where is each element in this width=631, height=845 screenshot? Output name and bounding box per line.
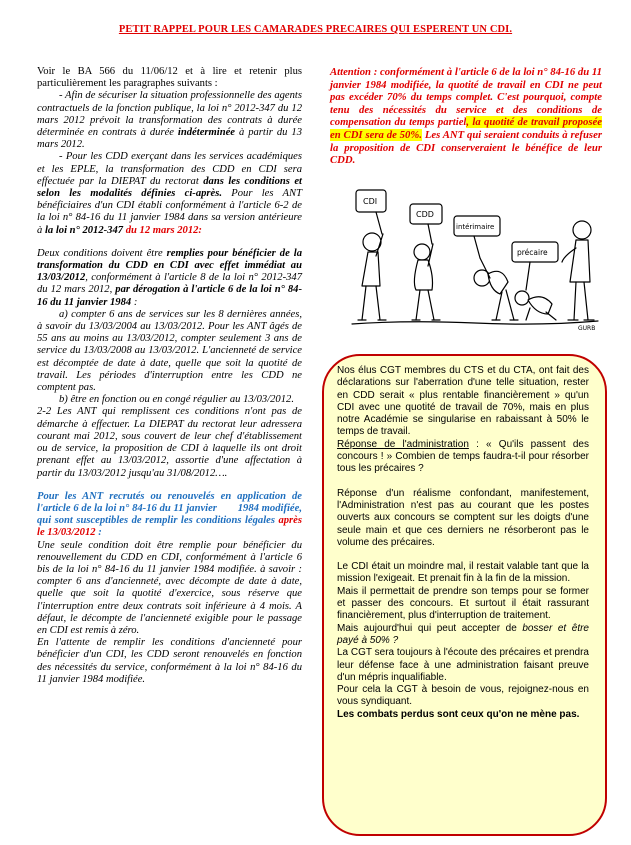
- box-paragraph-aujourdhui: Mais aujourd'hui qui peut accepter de bosser et être payé à 50% ?: [337, 622, 589, 646]
- box-paragraph-elus: Nos élus CGT membres du CTS et du CTA, ont fait des déclarations sur l'aberration d'une telle situation, rester en CDD serait « plus rentable financièrement » qu'un CDI avec une quotité de travail de 70%, mais en plus notre Académie se singularise en rabaissant à 50% le temps de travail.: [337, 365, 589, 438]
- attention-note: Attention : conformément à l'article 6 de la loi n° 84-16 du 11 janvier 1984 modifiée, la quotité de travail en CDI ne peut pas excéder 70% du temps complet. C'est pourquoi, compte tenu des nécessités du service et des conditions de compensation du temps partiel, la quotité de travail proposée en CDI sera de 50%. Les ANT qui seraient conduits à refuser la proposition de CDI conserveraient le bénéfice de leur CDD.: [330, 66, 602, 167]
- cartoon-signature: GURB: [578, 325, 596, 332]
- intro-paragraph: Voir le BA 566 du 11/06/12 et à lire et retenir plus particulièrement les paragraphes suivants :: [37, 66, 302, 90]
- cgt-message-box: [322, 354, 607, 836]
- sign-cdi: CDI: [363, 197, 378, 206]
- paragraph-securiser: - Afin de sécuriser la situation professionnelle des agents contractuels de la fonction publique, la loi n° 2012-347 du 12 mars 2012 prévoit la transformation des contrats à durée déterminée en contrats à durée indéterminée à partir du 13 mars 2012.: [37, 90, 302, 151]
- page-title: PETIT RAPPEL POUR LES CAMARADES PRECAIRES QUI ESPERENT UN CDI.: [118, 24, 513, 35]
- paragraph-condition-b: b) être en fonction ou en congé régulier au 13/03/2012.: [59, 394, 294, 406]
- box-paragraph-cdi-moindre-mal: Le CDI était un moindre mal, il restait valable tant que la mission l'exigeait. Et prenait fin à la fin de la mission.: [337, 561, 589, 585]
- box-paragraph-realisme: Réponse d'un réalisme confondant, manifestement, l'Administration n'est pas au courant que les postes ouverts aux concours se comptent sur les doigts d'une seule main et que ces derniers ne résorberont pas le volume des précaires.: [337, 487, 589, 548]
- paragraph-cdd-services: - Pour les CDD exerçant dans les services académiques et les EPLE, la transformation des CDD en CDI sera effectuée par la DIEPAT du rectorat dans les conditions et selon les modalités définies ci-après. Pour les ANT bénéficiaires d'un CDI établi conformément à l'article 6-2 de la loi n° 84-16 du 11 janvier 1984 dans sa version antérieure à la loi n° 2012-347 du 12 mars 2012:: [37, 151, 302, 236]
- paragraph-2-2: 2-2 Les ANT qui remplissent ces conditions n'ont pas de démarche à effectuer. La DIEPAT du rectorat leur adressera courant mai 2012, sous couvert de leur chef d'établissement ou de service, la proposition de CDI à laquelle ils ont droit prenant effet au 13/03/2012, assortie d'une affectation à partir du 13/03/2012 jusqu'au 31/08/2012….: [37, 406, 302, 479]
- paragraph-seule-condition: Une seule condition doit être remplie pour bénéficier du renouvellement du CDD en CDI, conformément à l'article 6 bis de la loi n° 84-16 du 11 janvier 1984 modifiée. à savoir : compter 6 ans d'ancienneté, avec décompte de date à date, quelle que soit la quotité d'exercice, sous réserve que l'interruption entre deux contrats soit inférieure à 4 mois. A défaut, le décompte de l'ancienneté exigible pour le passage en CDI est remis à zéro.: [37, 539, 302, 636]
- left-column: [37, 66, 302, 686]
- box-paragraph-cgt-ecoute: La CGT sera toujours à l'écoute des précaires et prendra leur défense face à une administration faisant preuve d'un mépris inqualifiable.: [337, 647, 589, 683]
- sign-cdd: CDD: [416, 210, 434, 219]
- box-paragraph-reponse-admin: Réponse de l'administration : « Qu'ils passent des concours ! » Combien de temps faudra-t-il pour résorber tous les précaires ?: [337, 438, 589, 475]
- sign-interimaire: intérimaire: [456, 223, 495, 231]
- box-paragraph-combats: Les combats perdus sont ceux qu'on ne mène pas.: [337, 708, 580, 720]
- paragraph-deux-conditions: Deux conditions doivent être remplies pour bénéficier de la transformation du CDD en CDI avec effet immédiat au 13/03/2012, conformément à l'article 8 de la loi n° 2012-347 du 12 mars 2012, par dérogation à l'article 6 de la loi n° 84-16 du 11 janvier 1984 :: [37, 247, 303, 308]
- cartoon-drawing: [350, 186, 600, 336]
- paragraph-en-attente: En l'attente de remplir les conditions d'ancienneté pour bénéficier d'un CDI, les CDD seront renouvelés en fonction des nécessités du service, conformément à la loi n° 84-16 du 11 janvier 1984 modifiée.: [37, 637, 302, 685]
- box-paragraph-syndiquer: Pour cela la CGT à besoin de vous, rejoignez-nous en vous syndiquant.: [337, 684, 589, 708]
- heading-ant-recrutes: Pour les ANT recrutés ou renouvelés en application de l'article 6 de la loi n° 84-16 du 11 janvier 1984 modifiée, qui sont susceptibles de remplir les conditions légales après le 13/03/2012 :: [37, 490, 302, 539]
- sign-precaire: précaire: [517, 248, 548, 257]
- cartoon-illustration: [350, 186, 600, 336]
- box-paragraph-mais-il-permettait: Mais il permettait de prendre son temps pour se former et passer des concours. Et surtout il était rassurant financièrement, plus d'interruption de traitement.: [337, 585, 589, 622]
- paragraph-condition-a: a) compter 6 ans de services sur les 8 dernières années, à savoir du 13/03/2004 au 13/03/2012. Pour les ANT âgés de 55 ans au moins au 13/03/2012, compter seulement 3 ans de service du 13/03/2008 au 13/03/2012. L'ancienneté de service est décomptée de date à date, quelle que soit la quotité de travail. Les périodes d'interruption entre les CDD ne comptent pas.: [37, 308, 302, 394]
